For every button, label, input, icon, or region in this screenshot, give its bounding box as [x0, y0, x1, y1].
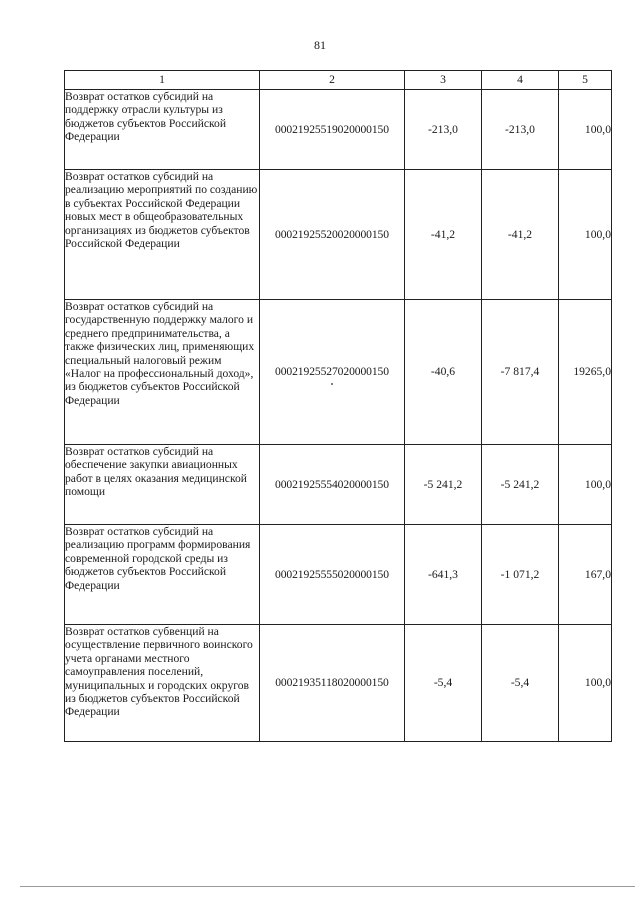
- row-value-col5: 100,0: [559, 170, 612, 300]
- row-value-col5: 100,0: [559, 90, 612, 170]
- row-value-col5: 167,0: [559, 525, 612, 625]
- row-value-col3: -213,0: [405, 90, 482, 170]
- row-value-col4: -7 817,4: [482, 300, 559, 445]
- row-code-cell: 00021925520020000150: [260, 170, 405, 300]
- row-value-col3: -5,4: [405, 625, 482, 742]
- row-value-col4: -5 241,2: [482, 445, 559, 525]
- row-value-col5: 100,0: [559, 625, 612, 742]
- row-code-cell: 00021925554020000150: [260, 445, 405, 525]
- row-name-cell: Возврат остатков субсидий на реализацию мероприятий по созданию в субъектах Российской Федерации новых мест в общеобразовательных организациях из бюджетов субъектов Российской Федерации: [65, 170, 260, 300]
- column-header-1: 1: [65, 71, 260, 90]
- row-value-col4: -1 071,2: [482, 525, 559, 625]
- column-header-3: 3: [405, 71, 482, 90]
- row-value-col3: -641,3: [405, 525, 482, 625]
- table-row: [65, 170, 612, 300]
- row-code-cell: 00021925555020000150: [260, 525, 405, 625]
- scan-speck: [331, 383, 333, 385]
- row-value-col5: 100,0: [559, 445, 612, 525]
- column-header-4: 4: [482, 71, 559, 90]
- row-value-col4: -41,2: [482, 170, 559, 300]
- row-name-cell: Возврат остатков субсидий на поддержку отрасли культуры из бюджетов субъектов Российской Федерации: [65, 90, 260, 170]
- row-name-cell: Возврат остатков субвенций на осуществление первичного воинского учета органами местного самоуправления поселений, муниципальных и городских округов из бюджетов субъектов Российской Федерации: [65, 625, 260, 742]
- table-header-row: [65, 71, 612, 90]
- row-value-col4: -213,0: [482, 90, 559, 170]
- table-row: [65, 300, 612, 445]
- page-number: 81: [314, 38, 326, 52]
- row-value-col3: -41,2: [405, 170, 482, 300]
- row-code-cell: 00021925527020000150: [260, 300, 405, 445]
- row-value-col3: -40,6: [405, 300, 482, 445]
- row-value-col4: -5,4: [482, 625, 559, 742]
- scan-bottom-edge: [20, 886, 635, 887]
- row-value-col3: -5 241,2: [405, 445, 482, 525]
- table-row: [65, 90, 612, 170]
- row-name-cell: Возврат остатков субсидий на государственную поддержку малого и среднего предпринимательства, а также физических лиц, применяющих специальный налоговый режим «Налог на профессиональный доход», из бюджетов субъектов Российской Федерации: [65, 300, 260, 445]
- row-code-cell: 00021935118020000150: [260, 625, 405, 742]
- row-code-cell: 00021925519020000150: [260, 90, 405, 170]
- table-row: [65, 525, 612, 625]
- column-header-5: 5: [559, 71, 612, 90]
- report-table: [64, 70, 612, 742]
- table-row: [65, 625, 612, 742]
- row-name-cell: Возврат остатков субсидий на реализацию программ формирования современной городской среды из бюджетов субъектов Российской Федерации: [65, 525, 260, 625]
- row-value-col5: 19265,0: [559, 300, 612, 445]
- table-row: [65, 445, 612, 525]
- column-header-2: 2: [260, 71, 405, 90]
- row-name-cell: Возврат остатков субсидий на обеспечение закупки авиационных работ в целях оказания медицинской помощи: [65, 445, 260, 525]
